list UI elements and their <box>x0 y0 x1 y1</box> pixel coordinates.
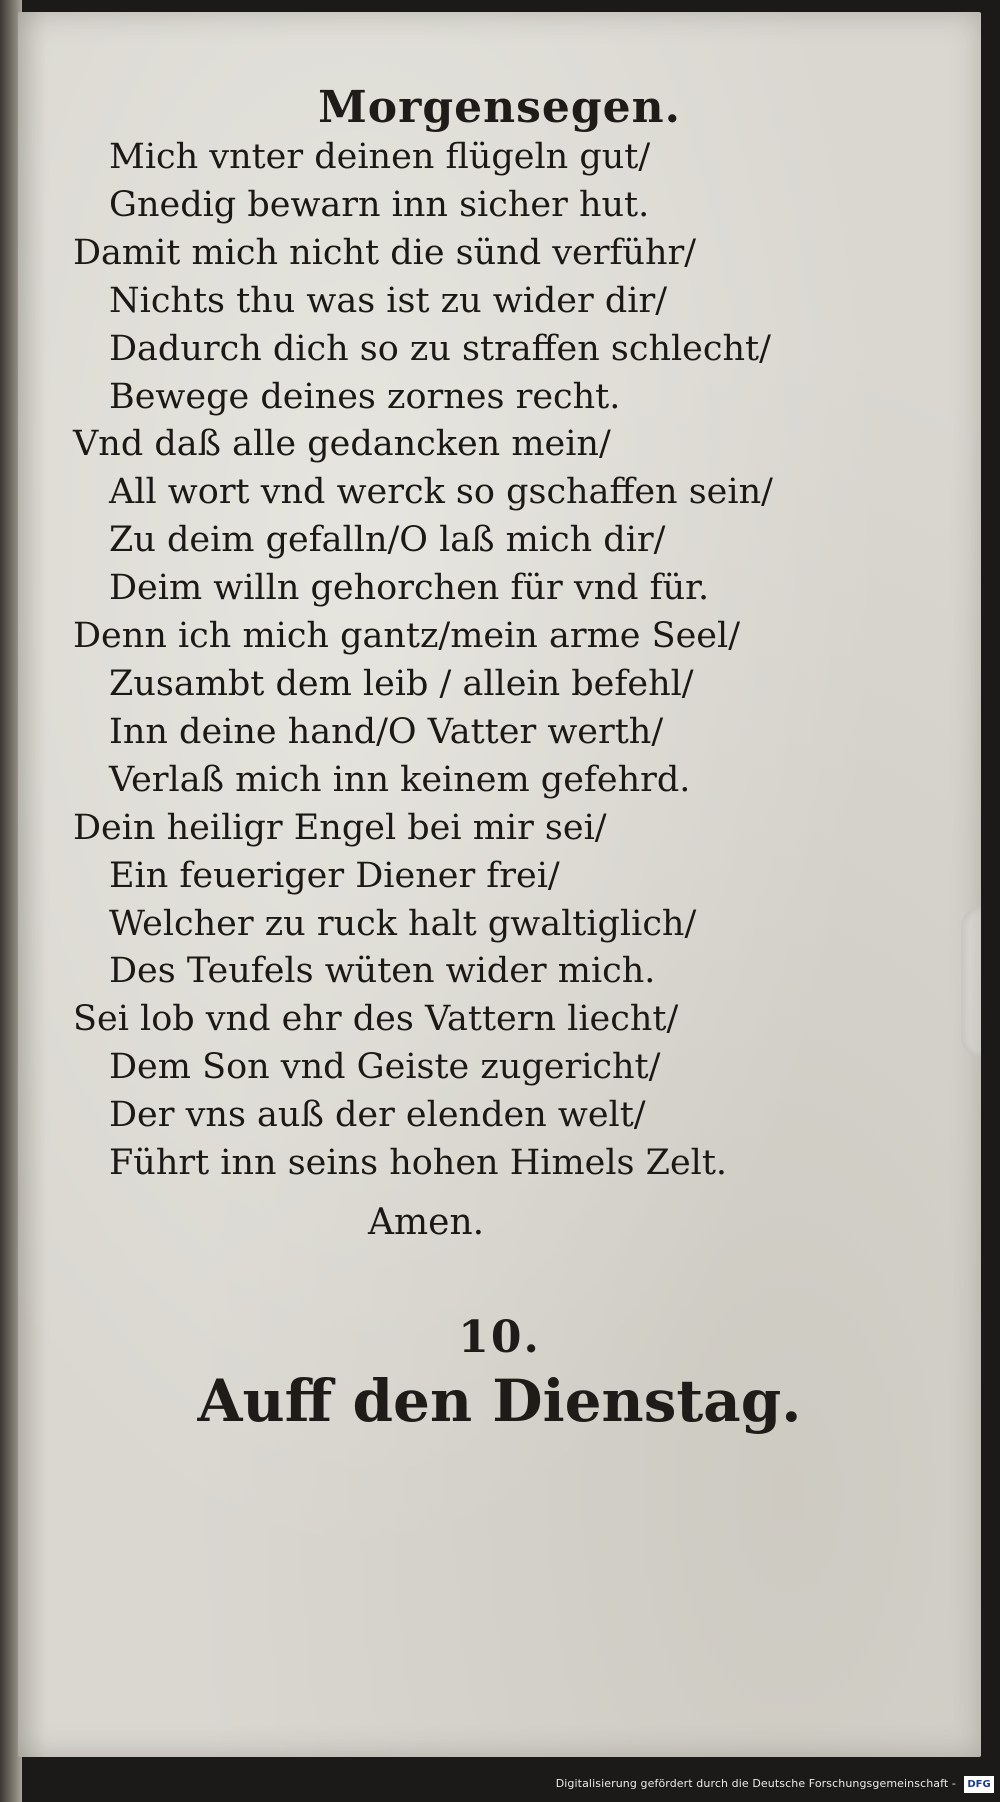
verse-line: Deim willn gehorchen für vnd für. <box>109 568 710 609</box>
verse-line: Dem Son vnd Geiste zugericht/ <box>109 1047 661 1088</box>
verse-line: Verlaß mich inn keinem gefehrd. <box>109 759 691 800</box>
verse-line: Nichts thu was ist zu wider dir/ <box>109 280 668 321</box>
amen-line <box>18 1202 981 1243</box>
amen-text: Amen. <box>368 1202 485 1243</box>
verse-line: Zu deim gefalln/O laß mich dir/ <box>109 520 666 561</box>
verse-line: All wort vnd werck so gschaffen sein/ <box>109 472 773 513</box>
dfg-logo: DFG <box>964 1776 994 1793</box>
verse-line: Bewege deines zornes recht. <box>109 376 621 417</box>
verse-line: Dein heiligr Engel bei mir sei/ <box>73 807 607 848</box>
verse-line: Vnd daß alle gedancken mein/ <box>73 424 611 465</box>
verse-line: Zusambt dem leib / allein befehl/ <box>109 663 694 704</box>
verse-line: Sei lob vnd ehr des Vattern liecht/ <box>73 999 679 1040</box>
verse-line: Führt inn seins hohen Himels Zelt. <box>109 1143 728 1184</box>
verse-line: Des Teufels wüten wider mich. <box>109 951 656 992</box>
page-curl <box>961 907 981 1057</box>
verse-block <box>73 134 773 1188</box>
book-page <box>18 12 981 1757</box>
verse-line: Welcher zu ruck halt gwaltiglich/ <box>109 903 697 944</box>
verse-line: Mich vnter deinen flügeln gut/ <box>109 137 651 177</box>
running-head: Morgensegen. <box>318 82 681 133</box>
verse-line: Damit mich nicht die sünd verführ/ <box>73 232 697 273</box>
verse-line: Ein feueriger Diener frei/ <box>109 855 560 896</box>
verse-line: Inn deine hand/O Vatter werth/ <box>109 711 664 752</box>
digitization-credit: Digitalisierung gefördert durch die Deutsche Forschungsgemeinschaft - <box>555 1777 956 1790</box>
section-title: Auff den Dienstag. <box>197 1367 802 1435</box>
verse-line: Der vns auß der elenden welt/ <box>109 1095 646 1136</box>
section-number: 10. <box>458 1312 541 1363</box>
verse-line: Gnedig bewarn inn sicher hut. <box>109 184 650 225</box>
verse-line: Denn ich mich gantz/mein arme Seel/ <box>73 616 740 657</box>
verse-line: Dadurch dich so zu straffen schlecht/ <box>109 328 771 369</box>
